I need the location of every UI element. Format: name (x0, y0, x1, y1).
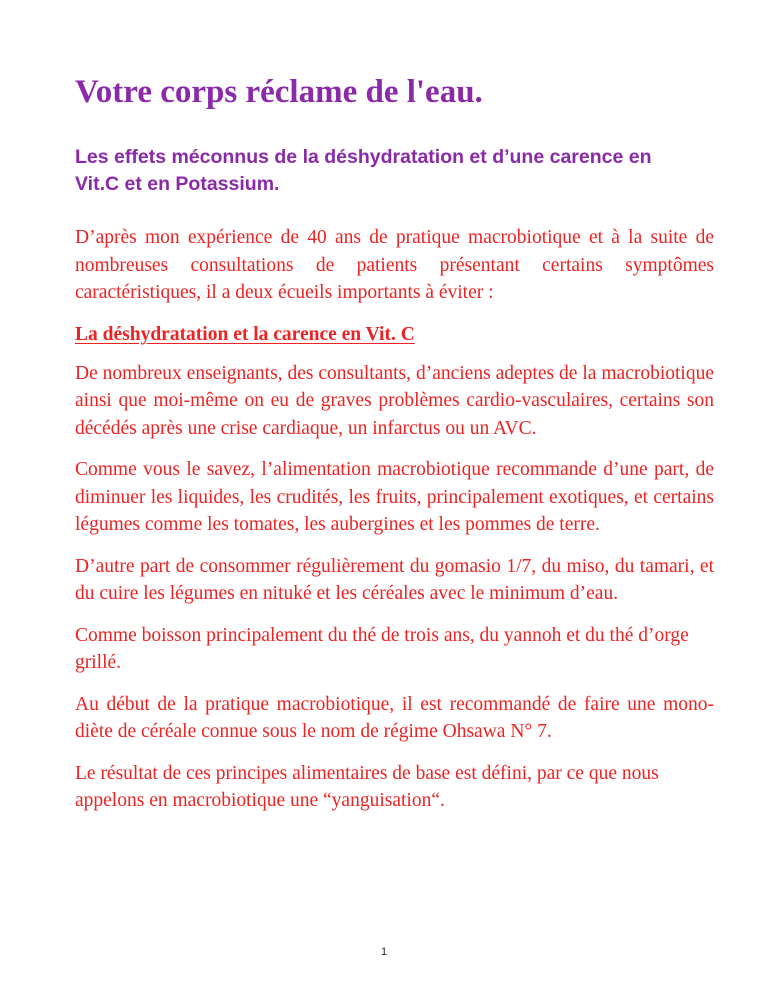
intro-paragraph: D’après mon expérience de 40 ans de pratique macrobiotique et à la suite de nombreuses consultations de patients présentant certains symptômes caractéristiques, il a deux écueils importants à éviter : (75, 227, 714, 303)
body-paragraph-5: Au début de la pratique macrobiotique, il est recommandé de faire une mono-diète de céréale connue sous le nom de régime Ohsawa N° 7. (75, 693, 714, 742)
section-heading: La déshydratation et la carence en Vit. C (75, 323, 415, 345)
body-paragraph-2: Comme vous le savez, l’alimentation macrobiotique recommande d’une part, de diminuer les liquides, les crudités, les fruits, principalement exotiques, et certains légumes comme les tomates, les aubergines et les pommes de terre. (75, 459, 714, 535)
body-paragraph-1: De nombreux enseignants, des consultants, d’anciens adeptes de la macrobiotique ainsi que moi-même on eu de graves problèmes cardio-vasculaires, certains son décédés après une crise cardiaque, un infarctus ou un AVC. (75, 362, 714, 439)
body-paragraph-6: Le résultat de ces principes alimentaires de base est défini, par ce que nous appelons en macrobiotique une “yanguisation“. (75, 762, 659, 811)
page-subtitle: Les effets méconnus de la déshydratation et d’une carence en Vit.C et en Potassium. (75, 146, 652, 195)
page-number: 1 (380, 946, 388, 958)
body-paragraph-4: Comme boisson principalement du thé de trois ans, du yannoh et du thé d’orge grillé. (75, 624, 689, 673)
body-paragraph-3: D’autre part de consommer régulièrement du gomasio 1/7, du miso, du tamari, et du cuire les légumes en nituké et les céréales avec le minimum d’eau. (75, 555, 714, 604)
page-title: Votre corps réclame de l'eau. (75, 74, 483, 110)
document-body (75, 224, 714, 829)
